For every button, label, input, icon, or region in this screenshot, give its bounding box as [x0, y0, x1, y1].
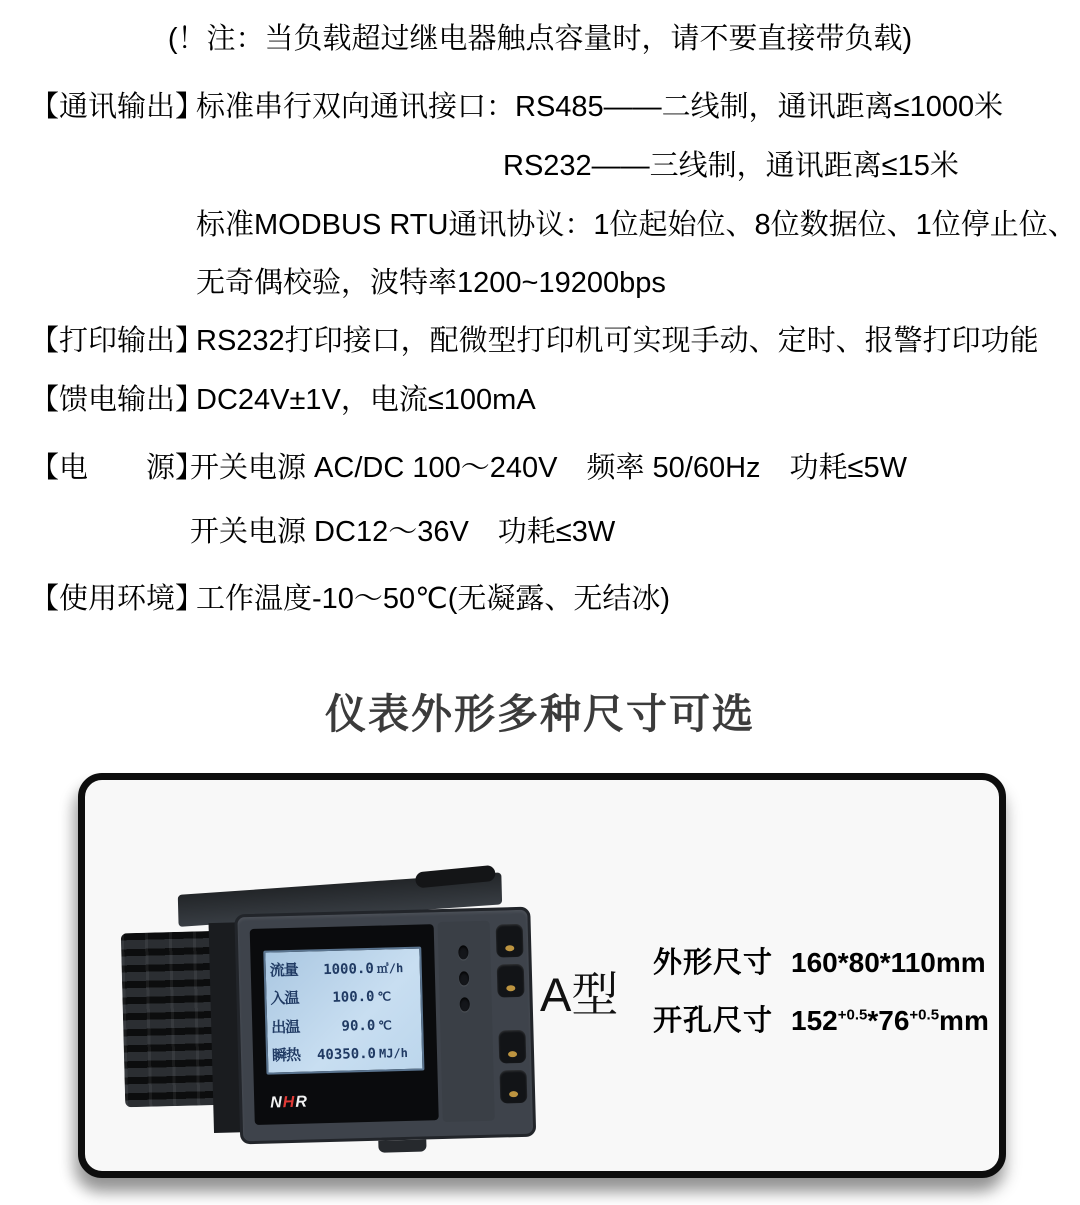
outer-dimensions-value: 160*80*110mm	[791, 947, 986, 978]
cutout-dimensions-row	[653, 998, 989, 1039]
lcd-unit: ℃	[378, 1018, 392, 1033]
spec-line-comm-2: RS232——三线制，通讯距离≤15米	[503, 150, 959, 182]
cutout-unit: mm	[939, 1005, 989, 1036]
spec-label-env: 【使用环境】	[30, 583, 205, 615]
cutout-dimensions-label: 开孔尺寸	[653, 1005, 774, 1037]
indicator-hole	[460, 997, 470, 1011]
spec-label-comm: 【通讯输出】	[30, 91, 205, 123]
device-bottom-latch	[378, 1139, 426, 1152]
lcd-value: 1000.0	[323, 960, 374, 978]
device-indicator-panel	[438, 921, 495, 1122]
cutout-dimensions-value	[791, 1005, 989, 1037]
spec-line-env-1: 工作温度-10～50℃(无凝露、无结冰)	[196, 583, 671, 615]
device-button	[497, 964, 525, 998]
cutout-star: *	[867, 1005, 879, 1036]
spec-label-feed: 【馈电输出】	[30, 384, 205, 416]
spec-line-comm-3: 标准MODBUS RTU通讯协议：1位起始位、8位数据位、1位停止位、	[196, 209, 1077, 241]
lcd-row-flow	[269, 955, 415, 980]
spec-line-power-2: 开关电源 DC12～36V 功耗≤3W	[190, 516, 616, 548]
lcd-row-inlet-temp	[270, 984, 416, 1009]
spec-label-print: 【打印输出】	[30, 325, 205, 357]
device-photo	[119, 871, 536, 1162]
dimension-specs	[653, 940, 989, 1056]
spec-line-print-1: RS232打印接口，配微型打印机可实现手动、定时、报警打印功能	[196, 325, 1039, 357]
lcd-label: 入温	[270, 990, 299, 1008]
lcd-label: 出温	[271, 1018, 300, 1037]
lcd-value: 90.0	[341, 1017, 376, 1035]
device-button	[499, 1070, 527, 1104]
lcd-unit: ℃	[377, 989, 392, 1004]
cutout-tolerance2: +0.5	[909, 1006, 940, 1024]
lcd-label: 流量	[269, 961, 299, 980]
indicator-hole	[458, 945, 468, 959]
device-screen-area	[250, 924, 439, 1125]
device-button	[496, 924, 524, 958]
indicator-hole	[459, 971, 469, 985]
lcd-unit: ㎥/h	[376, 960, 404, 976]
spec-line-comm-1: 标准串行双向通讯接口：RS485——二线制，通讯距离≤1000米	[196, 91, 1004, 123]
lcd-value: 100.0	[332, 989, 375, 1007]
cutout-base2: 76	[878, 1005, 910, 1036]
cutout-base1: 152	[791, 1005, 838, 1036]
outer-dimensions-row	[653, 940, 989, 981]
lcd-row-outlet-temp	[271, 1012, 417, 1037]
cutout-tolerance1: +0.5	[837, 1006, 868, 1024]
warning-note: (！注：当负载超过继电器触点容量时，请不要直接带负载)	[167, 23, 913, 55]
brand-letter: H	[282, 1093, 296, 1112]
lcd-label: 瞬热	[271, 1046, 301, 1065]
device-lcd-display	[263, 947, 424, 1075]
spec-line-power-1: 开关电源 AC/DC 100～240V 频率 50/60Hz 功耗≤5W	[190, 452, 907, 484]
spec-label-power: 【电 源】	[30, 452, 205, 484]
model-card	[78, 773, 1006, 1178]
outer-dimensions-label: 外形尺寸	[653, 947, 774, 979]
spec-line-comm-4: 无奇偶校验，波特率1200~19200bps	[196, 267, 666, 299]
model-name: A型	[540, 968, 619, 1021]
device-button	[498, 1030, 526, 1064]
brand-logo-nhr	[270, 1094, 308, 1113]
lcd-row-heat	[272, 1041, 418, 1066]
brand-letter: R	[295, 1093, 309, 1111]
device-front-panel	[234, 907, 536, 1145]
lcd-unit: MJ/h	[378, 1046, 409, 1061]
section-title: 仪表外形多种尺寸可选	[325, 691, 755, 737]
device-side-vents	[121, 931, 222, 1107]
device-button-column	[494, 918, 531, 1125]
brand-letter: N	[270, 1094, 284, 1112]
lcd-value: 40350.0	[316, 1046, 377, 1064]
spec-line-feed-1: DC24V±1V，电流≤100mA	[196, 384, 536, 416]
